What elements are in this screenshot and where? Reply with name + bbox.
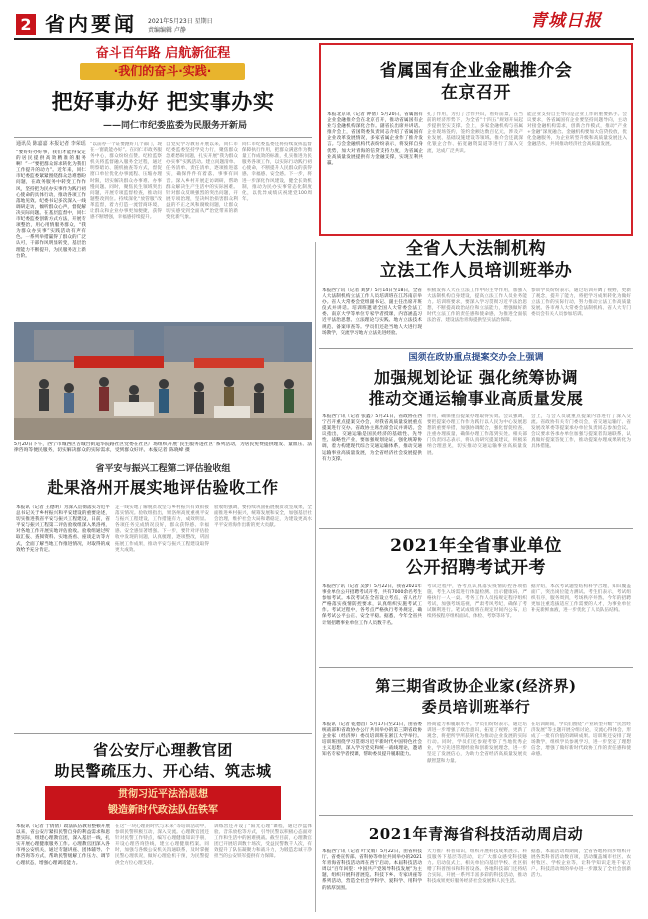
lead-kicker-2: ·我们的奋斗·实践· [80, 63, 245, 80]
lead-body-col3: 自党史学习教育开展以来，同仁市纪委监委坚持学史力行，聚焦群众急难愁盼问题，扎实开展“我为群众办实事”实践活动。建立问题清单、任务清单、责任清单，逐项推进落实，确保件件有着落、事事有回音。深入乡村开展走访调研，帮助群众解决生产生活中的实际困难。针对群众反映强烈的突出问题，开展专项治理，坚决纠治损害群众利益的不正之风和腐败问题，让群众切实感受到全面从严治党带来的新变化新气象。 [166, 142, 238, 221]
luozhou-body-col1: 本报讯（记者 王德明）为深入贯彻落实习近平总书记关于乡村振兴和平安建设的重要论述，切实推进我省平安与振兴工程建设，日前，省平安与振兴工程第二评估验收组深入果洛州，对各地工作开展实地评估验收。验收组通过听取汇报、查阅资料、实地查看、座谈走访等方式，全面了解当地工作推进情况，对取得的成效给予充分肯定。 [16, 505, 110, 553]
exam-body-col1: 本报西宁讯（记者 吴梦）5月22日，我省2021年事业单位公开招聘考试开考，共有7000余名考生参加考试。本次考试在全省设立考点，省人社厅严格落实疫情防控要求，认真组织实施考试工作。考试过程中，各考点严格执行考务规定，确保考试公平公正、安全平稳。据悉，今年全省共计划招聘事业单位工作人员数千名。 [322, 584, 422, 626]
security-headline-line2: 助民警疏压力、开心结、筑志城 [54, 762, 272, 780]
security-body-col3: 训练营还开设了“阳光心理”课程，通过沙盘体验、音乐放松等方式，引导民警以积极心态面对工作和生活中的困难挑战。截至目前，心理教官团已开展培训数十场次，受益民警数千人次，有效提升了队伍凝聚力和战斗力，为锻造忠诚干净担当的公安铁军提供有力保障。 [214, 824, 312, 860]
security-body-col1: 本报讯（记者 于倩倩）政法队伍教育整顿开展以来，省公安厅紧扣民警自身的利益需求和思想实际，组建心理教官团，深入基层一线，扎实开展心理健康服务工作。心理教官团深入各市州公安机关，通过专题讲座、团体辅导、个体咨询等方式，帮助民警缓解工作压力、调节心理状态，增强心理调适能力。 [16, 824, 110, 866]
npc-headline-line1: 全省人大法制机构 [406, 239, 546, 259]
lead-body-col1: “要好好办好事，我们才能得安定的居民提供高效精准的服务啊！”一“要把群众诉求转化为我们工作提升的动力”。近年来，同仁市纪委监委紧紧围绕群众急难愁盼问题，在政务服务中转变工作作风，坚持把为民办实事作为践行初心使命的具体行动，推动各项工作落地见效。纪委书记多次深入一线调研走访，倾听群众心声，督促解决实际问题。在基层监督中，同仁市纪委监委创新方式方法，开展专项整治，用心用情服务群众，“我为群众办实事”实践活动有声有色。一系列举措赢得了群众的广泛认可，干部作风明显转变，基层治理能力不断提升，为民服务迈上新台阶。 [16, 150, 86, 259]
security-red-band [45, 786, 281, 820]
tech-body-col3: 据悉，本届活动周期间，全省各地将同步组织开展各类科普活动数百项，活动覆盖城市社区、农村牧区、学校企业等，让科学知识走进千家万户。科技活动周的举办进一步激发了全社会创新活力。 [531, 849, 631, 879]
forum-body-col2: 协商能力和履职水平。学员们纷纷表示，通过培训进一步增强了政治意识，拓宽了视野，更新了观念，将把所学所获转化为推动企业发展的实际行动。同时，学员们还参观考察了当地优秀企业，学习先进管理经验和创新发展理念，进一步坚定了发展信心，为助力全省经济高质量发展贡献智慧和力量。 [427, 722, 527, 764]
column-divider [315, 242, 316, 912]
lead-rule [14, 137, 312, 138]
tech-body-col2: 大力推广科普知识，组织开展科技成果展示、科技服务下基层等活动，让广大群众感受科技魅力。启动仪式上，相关单位向基层学校、社区捐赠了科普图书和科普设备。各地科技部门还将结合实际，开展一系列丰富多彩的科技活动，推动科技成果更好服务经济社会发展和人民生活。 [427, 849, 527, 885]
planning-rule [319, 348, 633, 349]
tech-body-col1: 本报西宁讯（记者 叶文娟）5月22日，由省科技厅、省委宣传部、省科协等单位共同举办的2021年青海省科技活动周在西宁启动。本届科技活动周以“百年回望：中国共产党领导科技发展”为主题，组织开展科普展览、科技下乡、专家讲座等系列活动，营造全社会学科学、爱科学、用科学的浓厚氛围。 [322, 849, 422, 891]
forum-headline-line2: 委员培训班举行 [421, 698, 531, 716]
masthead [0, 0, 648, 40]
planning-band: 国须在政协重点提案交办会上强调 [408, 353, 544, 363]
lead-byline: 通讯员 陈嘉嘉 本报记者 李荣瑶 [16, 141, 86, 147]
news-photo [14, 322, 312, 440]
exam-body-col3: 据介绍，本次考试题型结构科学合理，知识覆盖面广，突出岗位能力测试。考生们表示，考试组织有序，服务周到，考场秩序井然。今年的招聘更加注重选拔适应工作需要的人才，为事业单位补充新鲜血液，进一步优化了人员队伍结构。 [531, 584, 631, 614]
photo-caption: 5月20日下午，西宁市城西区古城台街道华院路社区党委在社区广场组织开展“民生服务进社区”系列活动，为居民免费提供理发、量血压、法律咨询等便民服务，切实解决群众的实际需求，受到群众好评。本报记者 陈晓峰 摄 [14, 442, 312, 453]
npc-body-col1: 本报西宁讯（记者 刘梦）5月14日至18日，全省人大法制机构立法工作人员培训班在江苏南京举办。省人大常委会党组副书记、副主任出席开班仪式并讲话。培训班邀请全国人大常委会法工委、南京大学等单位专家学者授课，内容涵盖习近平法治思想、立法理论与实践、地方立法技术规范、备案审查等。学员们还赴当地人大进行现场教学，交流学习地方立法先进经验。 [322, 288, 422, 336]
planning-headline-line1: 加强规划论证 强化统筹协调 [373, 368, 579, 387]
forum-body-col1: 本报讯（记者 乾德昌）5月17日至21日，由省委统战部和省政协办公厅共同举办的第三期省政协企业家（经济界）委员培训班在浙江大学举行。培训班围绕学习贯彻习近平新时代中国特色社会主义思想，深入学习党史和统一战线理论，邀请知名专家学者授课，帮助委员提升履职能力。 [322, 722, 422, 758]
npc-headline-line2: 立法工作人员培训班举办 [379, 261, 573, 281]
exam-headline-line2: 公开招聘考试开考 [406, 558, 546, 578]
planning-headline-line2: 推动交通运输事业高质量发展 [368, 389, 584, 408]
security-rule [14, 733, 312, 734]
luozhou-body-col2: 走一线实地了解脱贫攻坚与乡村振兴有效衔接落实情况。验收组指出，果洛州高度重视平安与振兴工程建设，工作措施有力，成效明显。各项任务完成情况良好，群众获得感、幸福感、安全感显著增强。下一步，要针对评估验收中发现的问题，认真梳理，逐项整改，巩固拓展工作成果，推动平安与振兴工程建设取得更大成效。 [115, 505, 209, 553]
lead-body-col2: “以前办一个证要跑好几个部门，现在一窗就能办好”。在同仁市政务服务中心，群众纷纷点赞。纪检监察机关将监督融入服务全过程，通过明察暗访、随机抽查等方式，督促窗口单位优化办事流程、压缩办理时限，切实解决群众办事难、办事慢问题。同时，聚焦民生领域突出问题，开展专项监督检查，推动问题整改到位。持续深化“放管服”改革监督，着力打造一流营商环境，让群众和企业办事更加便捷，获得感不断增强，幸福感持续提升。 [90, 142, 162, 221]
lead-subheadline: ——同仁市纪委监委为民服务开新局 [102, 121, 247, 131]
security-body-col2: 在这“一块心理的时代与未来”等培训活动中，参训民警积极互动，深入交流。心理教官团还针对民警工作特点，编写心理健康知识手册，开设心理咨询热线，建立心理健康档案。同时，加强与各级公安机关沟通联系，及时掌握民警心理状况，做好心理危机干预，为民警提供全方位心理支持。 [115, 824, 209, 866]
soe-body-col2: 扎了作用，为打了合作共识，看好前景，在当前的经济形势下，为全省“十四五”规划开局起步提供坚实支撑。会上，多家金融机构与省属企业现场签约，签约金额达数百亿元，涉及产业发展、基础设施建设等领域。推介会还就深化银企合作、拓宽融资渠道等进行了深入交流，达成广泛共识。 [427, 112, 523, 154]
section-title: 省内要闻 [45, 12, 137, 36]
luozhou-band: 省平安与振兴工程第二评估验收组 [95, 464, 231, 474]
lead-headline: 把好事办好 把实事办实 [51, 89, 275, 114]
planning-body-col1: 本报西宁讯（记者 张鑫）5月21日，省政协在西宁召开重点提案交办会，对我省高质量发展重点提案进行交办。省政协主席出席会议并讲话。会议指出，交通运输是国民经济的基础性、先导性、战略性产业，要加强规划论证，强化统筹协调，着力构建现代综合交通运输体系，推动交通运输事业高质量发展，为全省经济社会发展提供有力支撑。 [322, 414, 422, 462]
forum-headline-line1: 第三期省政协企业家(经济界) [375, 677, 577, 695]
photo-image [14, 322, 312, 440]
luozhou-headline: 赴果洛州开展实地评估验收工作 [47, 478, 279, 497]
security-headline-line1: 省公安厅心理教官团 [93, 741, 233, 759]
soe-body-col1: 本报北京讯（记者 钟倩）5月20日，省属国有企业金融推介会在北京召开，推动省属国有企业与金融机构深化合作。副省长出席并讲话。推介会上，省国资委负责同志介绍了省属国有企业改革发展情况，多家省属企业作了推介发言。与会金融机构代表纷纷表示，将发挥自身优势，加大对青海的信贷支持力度，为省属企业高质量发展提供有力金融支撑，实现互利共赢。 [327, 112, 423, 166]
luozhou-body-col3: 验收组强调，要持续巩固拓展脱贫攻坚成果，全面推进乡村振兴，统筹发展和安全，加强基层社会治理，维护社会大局和谐稳定，为建设更高水平平安青海作出新的更大贡献。 [214, 505, 312, 529]
forum-rule [319, 667, 633, 668]
tech-headline: 2021年青海省科技活动周启动 [368, 825, 584, 843]
page-number-badge: 2 [16, 14, 36, 35]
tech-rule [319, 815, 633, 816]
issue-date: 2021年5月23日 星期日 [148, 18, 213, 25]
soe-headline-line1: 省属国有企业金融推介会 [379, 61, 573, 81]
forum-body-col3: 在培训期间，学员们围绕“产业转型升级”“民营经济发展”等主题开展分组讨论，交流心得体会，形成了一批有价值的调研成果。培训班还安排了现场教学，组织学员参观学习，进一步坚定了理想信念，增强了做好新时代政协工作的责任感和使命感。 [531, 722, 631, 758]
soe-headline-line2: 在京召开 [441, 83, 511, 103]
npc-body-col3: 参训学员纷纷表示，通过培训开阔了视野，更新了观念，提升了能力，将把学习成果转化为做好立法工作的实际行动，努力推动立法工作高质量发展。各市州人大常委会法制机构、省人大专门委员会有关人员参加培训。 [531, 288, 631, 318]
planning-body-col3: 会上，与会人员就重点提案内容进行了深入交流。省政协有关专门委员会，省交通运输厅、省发展改革委等提案承办单位负责同志参加会议。会议要求各承办单位加强与提案者沟通联系，认真做好提案答复工作，推动提案办理成果转化为具体措施。 [531, 414, 631, 450]
exam-body-col2: 考试过程中，各考点认真落实疫情防控各项措施，考生入场需进行体温检测、出示健康码，严格执行一人一桌。考务工作人员按规定程序组织考试，加强考场巡视，严肃考风考纪，确保了考试顺利进行。笔试成绩将在规定时间内公布，后续将按程序组织面试、体检、考察等环节。 [427, 584, 527, 620]
masthead-rule [14, 38, 634, 40]
exam-rule [319, 528, 633, 529]
lead-kicker-1: 奋斗百年路 启航新征程 [95, 46, 231, 61]
soe-body-col3: 能企业支持自主导向是企业工作的重要抓手。会议要求，各省属国有企业要坚持问题导向，主动对接金融机构需求，创新合作模式，推动“产业+金融”深度融合。金融机构要加大信贷投放，优化金融服务，为企业转型升级和高质量发展注入金融活水，共同推动经济社会高质量发展。 [527, 112, 627, 148]
security-band-line1: 贯彻习近平法治思想 [118, 789, 208, 800]
editor-line: 责编编辑 卢静 [148, 27, 186, 34]
lead-body-col4: 同仁市纪委监委还将持续发挥监督保障执行作用，把群众满意作为衡量工作成效的标准，扎实推进为民服务各项工作，以实际行动践行初心使命，不断提升人民群众的获得感、幸福感、安全感。下一步，将进一步深化作风建设，健全长效机制，推动为民办实事常态化制度化，以优异成绩庆祝建党100周年。 [242, 142, 312, 202]
paper-logo: 青城日报 [530, 11, 602, 31]
npc-body-col2: 积极发挥人大在立法工作中的主导作用，加强人大法制机构自身建设，提高立法工作人员业务能力。培训班要求，要深入学习贯彻习近平法治思想，不断提高政治站位和立法能力，增强做好新时代立法工作的责任感和使命感，为推进全面依法治省、建设法治青海提供坚实法治保障。 [427, 288, 527, 324]
exam-headline-line1: 2021年全省事业单位 [390, 536, 562, 556]
planning-body-col2: 作用，确保重点提案办理取得实效。会议强调，要把提案办理工作作为践行以人民为中心发展思想的重要举措，加强协调配合，强化督促检查，注重办理质量，确保办理工作落到实处。相关部门负责同志表示，将认真研究提案建议，积极采纳合理意见，切实推动交通运输事业高质量发展。 [427, 414, 527, 456]
security-band-line2: 锻造新时代政法队伍铁军 [108, 805, 218, 816]
